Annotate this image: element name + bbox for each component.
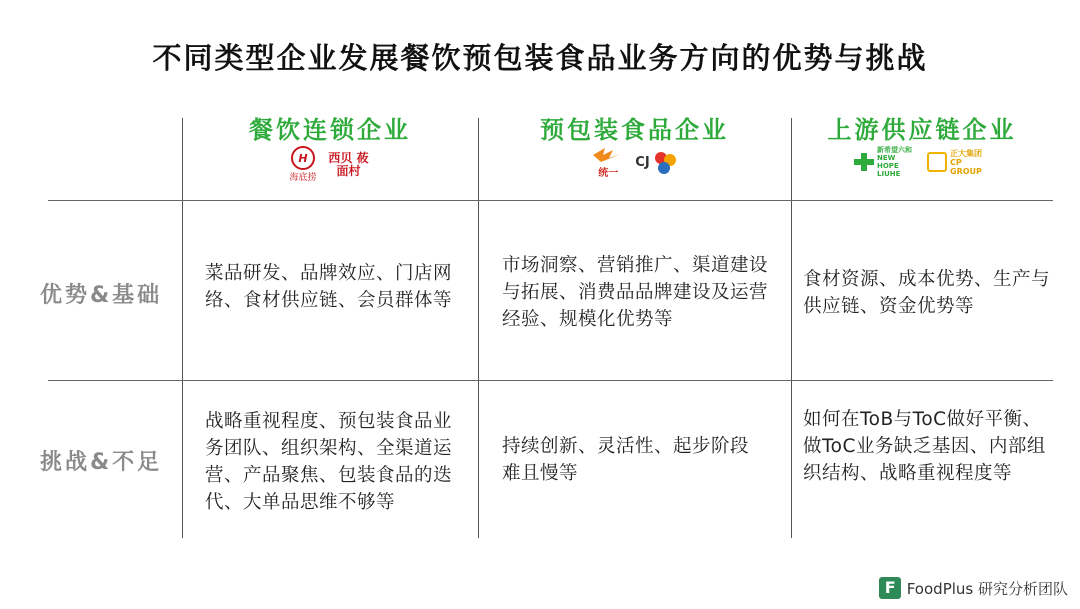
haidilao-logo-icon: H bbox=[291, 146, 315, 170]
footer-brand bbox=[879, 577, 1068, 599]
cj-logo-icon bbox=[652, 150, 678, 176]
footer-text: FoodPlus 研究分析团队 bbox=[906, 579, 1068, 598]
cell-challenges-packaged: 持续创新、灵活性、起步阶段难且慢等 bbox=[502, 436, 750, 484]
cell-advantages-supply: 食材资源、成本优势、生产与供应链、资金优势等 bbox=[803, 269, 1051, 317]
divider-vertical-2 bbox=[478, 118, 479, 538]
logo-group-packaged bbox=[478, 146, 791, 179]
cell-advantages-packaged: 市场洞察、营销推广、渠道建设与拓展、消费品品牌建设及运营经验、规模化优势等 bbox=[502, 255, 769, 330]
foodplus-logo-icon bbox=[879, 577, 901, 599]
xibei-logo-text: 西贝 莜面村 bbox=[328, 150, 369, 178]
cell-advantages-restaurant: 菜品研发、品牌效应、门店网络、食材供应链、会员群体等 bbox=[205, 263, 453, 311]
tongyi-logo-text: 统一 bbox=[598, 168, 619, 179]
divider-horizontal-1 bbox=[48, 200, 1053, 201]
cell-challenges-restaurant: 战略重视程度、预包装食品业务团队、组织架构、全渠道运营、产品聚焦、包装食品的迭代、大单品思维不够等 bbox=[205, 411, 453, 513]
logo-group-supply bbox=[791, 146, 1053, 178]
column-header-restaurant-chain: 餐饮连锁企业 bbox=[249, 116, 411, 144]
cj-logo bbox=[635, 150, 677, 176]
newhope-logo-text: 新希望六和 NEW HOPE LIUHE bbox=[877, 146, 912, 178]
divider-horizontal-2 bbox=[48, 380, 1053, 381]
column-header-upstream-supply: 上游供应链企业 bbox=[827, 116, 1017, 144]
newhope-logo bbox=[854, 146, 917, 178]
tongyi-logo-icon bbox=[591, 146, 625, 164]
cell-challenges-supply: 如何在ToB与ToC做好平衡、做ToC业务缺乏基因、内部组织结构、战略重视程度等 bbox=[803, 409, 1046, 484]
column-header-packaged-food: 预包装食品企业 bbox=[540, 116, 729, 144]
haidilao-logo-text: 海底捞 bbox=[289, 173, 317, 183]
page-title: 不同类型企业发展餐饮预包装食品业务方向的优势与挑战 bbox=[152, 41, 928, 75]
cj-logo-text: CJ bbox=[635, 155, 650, 170]
divider-vertical-3 bbox=[791, 118, 792, 538]
newhope-logo-icon bbox=[854, 153, 874, 171]
cp-group-logo bbox=[927, 149, 990, 176]
row-label-advantages: 优势&基础 bbox=[40, 283, 163, 308]
cp-group-logo-icon bbox=[927, 152, 947, 172]
haidilao-logo bbox=[289, 146, 316, 183]
logo-group-restaurant bbox=[182, 146, 478, 183]
tongyi-logo bbox=[591, 146, 625, 179]
foodplus-logo-letter: F bbox=[884, 578, 896, 597]
xibei-logo bbox=[327, 152, 371, 178]
cp-group-logo-text: 正大集团 CP GROUP bbox=[950, 148, 982, 176]
row-label-challenges: 挑战&不足 bbox=[40, 450, 163, 475]
